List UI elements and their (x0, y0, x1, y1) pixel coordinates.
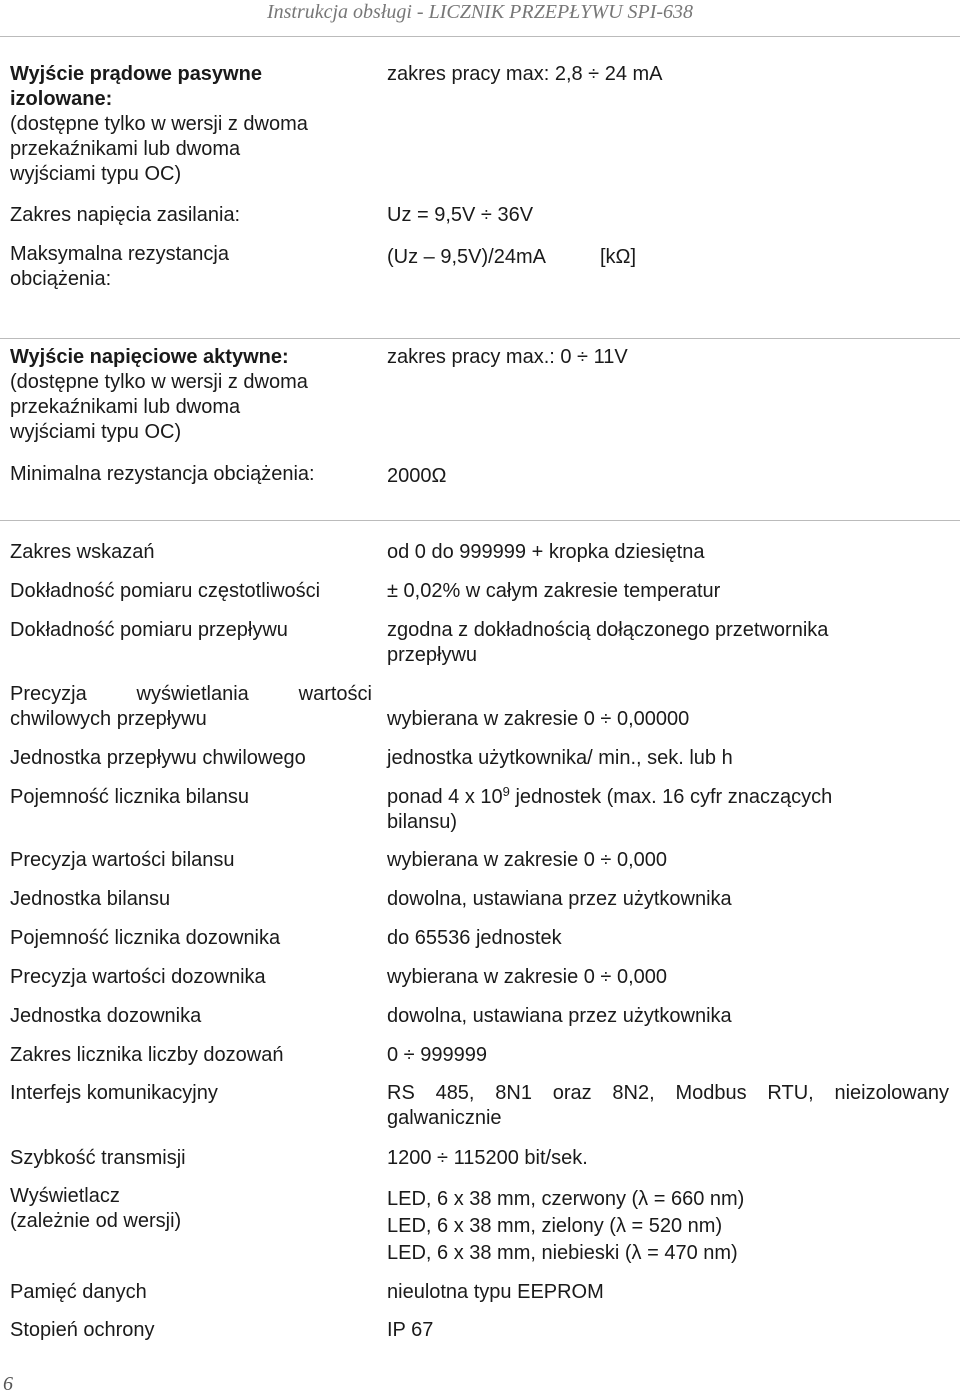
freq-accuracy-label: Dokładność pomiaru częstotliwości (10, 580, 321, 602)
max-resistance-unit: [kΩ] (600, 246, 637, 268)
current-output-note-line1: (dostępne tylko w wersji z dwoma (10, 113, 308, 135)
memory-value: nieulotna typu EEPROM (387, 1281, 604, 1303)
section-divider-1 (0, 338, 960, 339)
supply-voltage-value: Uz = 9,5V ÷ 36V (387, 204, 534, 226)
flow-unit-label: Jednostka przepływu chwilowego (10, 747, 306, 769)
section-divider-2 (0, 520, 960, 521)
page-header: Instrukcja obsługi - LICZNIK PRZEPŁYWU SPI-638 (266, 1, 694, 23)
interface-label: Interfejs komunikacyjny (10, 1082, 218, 1104)
voltage-output-block (10, 345, 372, 445)
total-capacity-value (387, 785, 952, 835)
total-capacity-label: Pojemność licznika bilansu (10, 786, 250, 808)
current-output-range: zakres pracy max: 2,8 ÷ 24 mA (387, 63, 663, 85)
protection-label: Stopień ochrony (10, 1319, 155, 1341)
dose-count-label: Zakres licznika liczby dozowań (10, 1044, 284, 1066)
current-output-title-line2: izolowane: (10, 88, 113, 110)
precision-flow-label (10, 682, 372, 732)
max-resistance-label-line1: Maksymalna rezystancja (10, 243, 229, 265)
current-output-note-line3: wyjściami typu OC) (10, 163, 182, 185)
min-resistance-value: 2000Ω (387, 465, 447, 487)
freq-accuracy-value: ± 0,02% w całym zakresie temperatur (387, 580, 721, 602)
max-resistance-label-line2: obciążenia: (10, 268, 112, 290)
current-output-block (10, 62, 372, 187)
display-label-line2: (zależnie od wersji) (10, 1210, 182, 1232)
supply-voltage-label: Zakres napięcia zasilania: (10, 204, 241, 226)
max-resistance-label (10, 242, 372, 292)
display-label (10, 1184, 372, 1234)
max-resistance-value (387, 245, 952, 270)
dose-precision-value: wybierana w zakresie 0 ÷ 0,000 (387, 966, 668, 988)
interface-value-line1: RS 485, 8N1 oraz 8N2, Modbus RTU, nieizolowany (387, 1082, 949, 1104)
voltage-output-range: zakres pracy max.: 0 ÷ 11V (387, 346, 628, 368)
voltage-output-note-line3: wyjściami typu OC) (10, 421, 182, 443)
min-resistance-label: Minimalna rezystancja obciążenia: (10, 463, 315, 485)
display-value-line2: LED, 6 x 38 mm, zielony (λ = 520 nm) (387, 1215, 723, 1237)
current-output-title-line1: Wyjście prądowe pasywne (10, 63, 262, 85)
flow-accuracy-value-line1: zgodna z dokładnością dołączonego przetwornika (387, 619, 829, 641)
voltage-output-note-line2: przekaźnikami lub dwoma (10, 396, 241, 418)
display-label-line1: Wyświetlacz (10, 1185, 120, 1207)
speed-label: Szybkość transmisji (10, 1147, 186, 1169)
display-value-line1: LED, 6 x 38 mm, czerwony (λ = 660 nm) (387, 1188, 745, 1210)
flow-accuracy-value-line2: przepływu (387, 644, 478, 666)
dose-count-value: 0 ÷ 999999 (387, 1044, 487, 1066)
display-range-value: od 0 do 999999 + kropka dziesiętna (387, 541, 705, 563)
total-precision-value: wybierana w zakresie 0 ÷ 0,000 (387, 849, 668, 871)
total-unit-value: dowolna, ustawiana przez użytkownika (387, 888, 732, 910)
dose-precision-label: Precyzja wartości dozownika (10, 966, 266, 988)
total-capacity-post: jednostek (max. 16 cyfr znaczących (509, 786, 833, 808)
header-divider (0, 36, 960, 37)
total-precision-label: Precyzja wartości bilansu (10, 849, 235, 871)
display-value (387, 1186, 952, 1267)
total-capacity-value-line2: bilansu) (387, 811, 458, 833)
precision-flow-label-line2: chwilowych przepływu (10, 708, 207, 730)
flow-accuracy-label: Dokładność pomiaru przepływu (10, 619, 288, 641)
flow-accuracy-value (387, 618, 952, 668)
voltage-output-title: Wyjście napięciowe aktywne: (10, 346, 289, 368)
precision-flow-label-line1: Precyzja wyświetlania wartości (10, 683, 372, 705)
display-range-label: Zakres wskazań (10, 541, 155, 563)
page-number: 6 (3, 1373, 13, 1395)
precision-flow-value: wybierana w zakresie 0 ÷ 0,00000 (387, 708, 690, 730)
display-value-line3: LED, 6 x 38 mm, niebieski (λ = 470 nm) (387, 1242, 738, 1264)
dose-unit-value: dowolna, ustawiana przez użytkownika (387, 1005, 732, 1027)
interface-value (387, 1081, 949, 1131)
memory-label: Pamięć danych (10, 1281, 147, 1303)
dose-unit-label: Jednostka dozownika (10, 1005, 202, 1027)
max-resistance-formula: (Uz – 9,5V)/24mA (387, 246, 546, 268)
protection-value: IP 67 (387, 1319, 434, 1341)
total-capacity-pre: ponad 4 x 10 (387, 786, 503, 808)
flow-unit-value: jednostka użytkownika/ min., sek. lub h (387, 747, 733, 769)
total-capacity-value-line1 (387, 785, 952, 810)
dose-capacity-label: Pojemność licznika dozownika (10, 927, 281, 949)
current-output-note-line2: przekaźnikami lub dwoma (10, 138, 241, 160)
dose-capacity-value: do 65536 jednostek (387, 927, 562, 949)
voltage-output-note-line1: (dostępne tylko w wersji z dwoma (10, 371, 308, 393)
interface-value-line2: galwanicznie (387, 1107, 502, 1129)
total-capacity-exponent: 9 (502, 784, 510, 799)
speed-value: 1200 ÷ 115200 bit/sek. (387, 1147, 588, 1169)
total-unit-label: Jednostka bilansu (10, 888, 171, 910)
